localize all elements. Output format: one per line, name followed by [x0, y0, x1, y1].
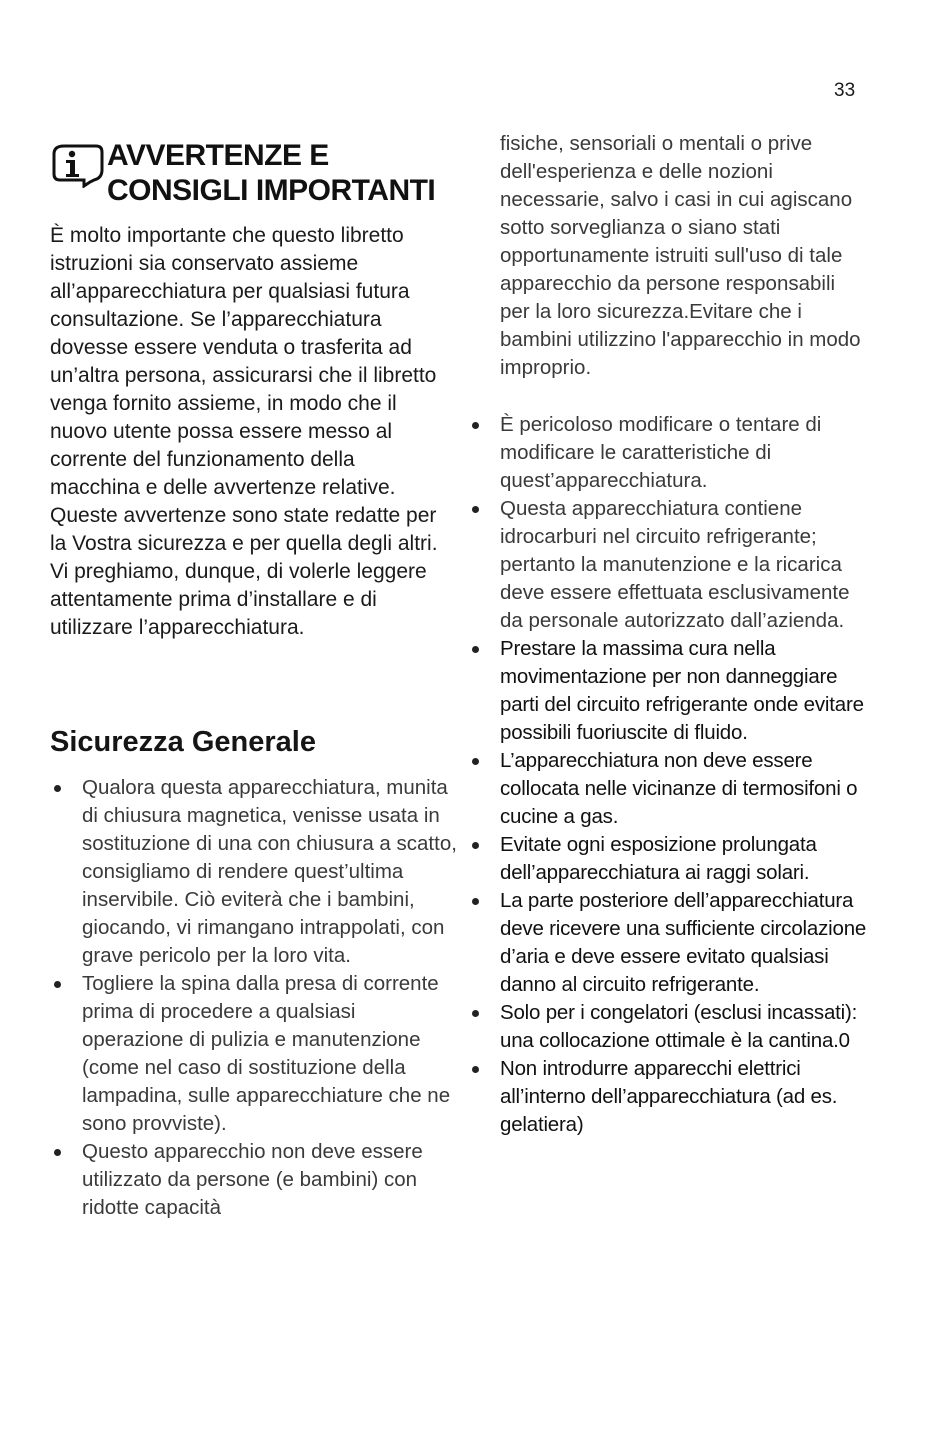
- bullet-icon: [54, 1149, 61, 1156]
- intro-paragraph-1: È molto importante che questo libretto istruzioni sia conservato assieme all’apparecchiatura per qualsiasi futura consultazione. Se l’apparecchiatura dovesse essere venduta o trasferita ad un’altra persona, assicurarsi che il libretto venga fornito assieme, in modo che il nuovo utente possa essere messo al corrente del funzionamento della macchina e delle avvertenze relative.: [50, 224, 437, 499]
- list-item-text: Non introdurre apparecchi elettrici all’interno dell’apparecchiatura (ad es. gelatiera): [500, 1057, 838, 1136]
- bullet-icon: [472, 422, 479, 429]
- bullet-icon: [472, 758, 479, 765]
- list-item-text: Questa apparecchiatura contiene idrocarburi nel circuito refrigerante; pertanto la manutenzione e la ricarica deve essere effettuata esclusivamente da personale autorizzato dall’azienda.: [500, 497, 850, 632]
- bullet-icon: [472, 646, 479, 653]
- list-item-text: Evitate ogni esposizione prolungata dell’apparecchiatura ai raggi solari.: [500, 833, 817, 884]
- list-item: [50, 774, 460, 970]
- heading-line-1: AVVERTENZE E: [107, 139, 329, 172]
- list-item: [468, 999, 868, 1055]
- list-item: [468, 887, 868, 999]
- right-bullet-list: [468, 411, 868, 1139]
- bullet-icon: [472, 506, 479, 513]
- bullet-icon: [54, 981, 61, 988]
- bullet-icon: [472, 842, 479, 849]
- list-item-text: Togliere la spina dalla presa di corrente prima di procedere a qualsiasi operazione di pulizia e manutenzione (come nel caso di sostituzione della lampadina, sulle apparecchiature che ne sono provviste).: [82, 972, 451, 1135]
- list-item-text: Prestare la massima cura nella movimentazione per non danneggiare parti del circuito refrigerante onde evitare possibili fuoriuscite di fluido.: [500, 637, 864, 744]
- bullet-icon: [472, 898, 479, 905]
- list-item: [50, 1138, 460, 1222]
- info-icon: [50, 142, 104, 188]
- list-item-text: Qualora questa apparecchiatura, munita di chiusura magnetica, venisse usata in sostituzione di una con chiusura a scatto, consigliamo di rendere quest’ultima inservibile. Ciò eviterà che i bambini, giocando, vi rimangano intrappolati, con grave pericolo per la loro vita.: [82, 776, 457, 967]
- section-title: Sicurezza Generale: [50, 726, 316, 758]
- list-item-text: È pericoloso modificare o tentare di modificare le caratteristiche di quest’apparecchiatura.: [500, 413, 822, 492]
- list-item: [468, 411, 868, 495]
- right-continuation-text: fisiche, sensoriali o mentali o prive dell'esperienza e delle nozioni necessarie, salvo i casi in cui agiscano sotto sorveglianza o siano stati opportunamente istruiti sull'uso di tale apparecchio da persone responsabili per la loro sicurezza.Evitare che i bambini utilizzino l'apparecchio in modo improprio.: [500, 132, 861, 379]
- bullet-icon: [472, 1010, 479, 1017]
- list-item: [468, 831, 868, 887]
- intro-paragraph-2: Queste avvertenze sono state redatte per la Vostra sicurezza e per quella degli altri. Vi preghiamo, dunque, di volerle leggere attentamente prima d’installare e di utilizzare l’apparecchiatura.: [50, 504, 438, 639]
- list-item-text: Questo apparecchio non deve essere utilizzato da persone (e bambini) con ridotte capacità: [82, 1140, 423, 1219]
- list-item: [468, 635, 868, 747]
- bullet-icon: [472, 1066, 479, 1073]
- page-number: 33: [834, 80, 856, 101]
- intro-text: [50, 222, 450, 642]
- left-bullet-list: [50, 774, 460, 1222]
- heading-line-2: CONSIGLI IMPORTANTI: [107, 174, 436, 207]
- list-item: [468, 747, 868, 831]
- section-heading: [50, 138, 460, 218]
- list-item-text: L’apparecchiatura non deve essere collocata nelle vicinanze di termosifoni o cucine a gas.: [500, 749, 858, 828]
- list-item: [468, 495, 868, 635]
- list-item: [50, 970, 460, 1138]
- list-item-text: Solo per i congelatori (esclusi incassati): una collocazione ottimale è la cantina.0: [500, 1001, 858, 1052]
- list-item-text: La parte posteriore dell’apparecchiatura deve ricevere una sufficiente circolazione d’aria e deve essere evitato qualsiasi danno al circuito refrigerante.: [500, 889, 867, 996]
- bullet-icon: [54, 785, 61, 792]
- list-item: [468, 1055, 868, 1139]
